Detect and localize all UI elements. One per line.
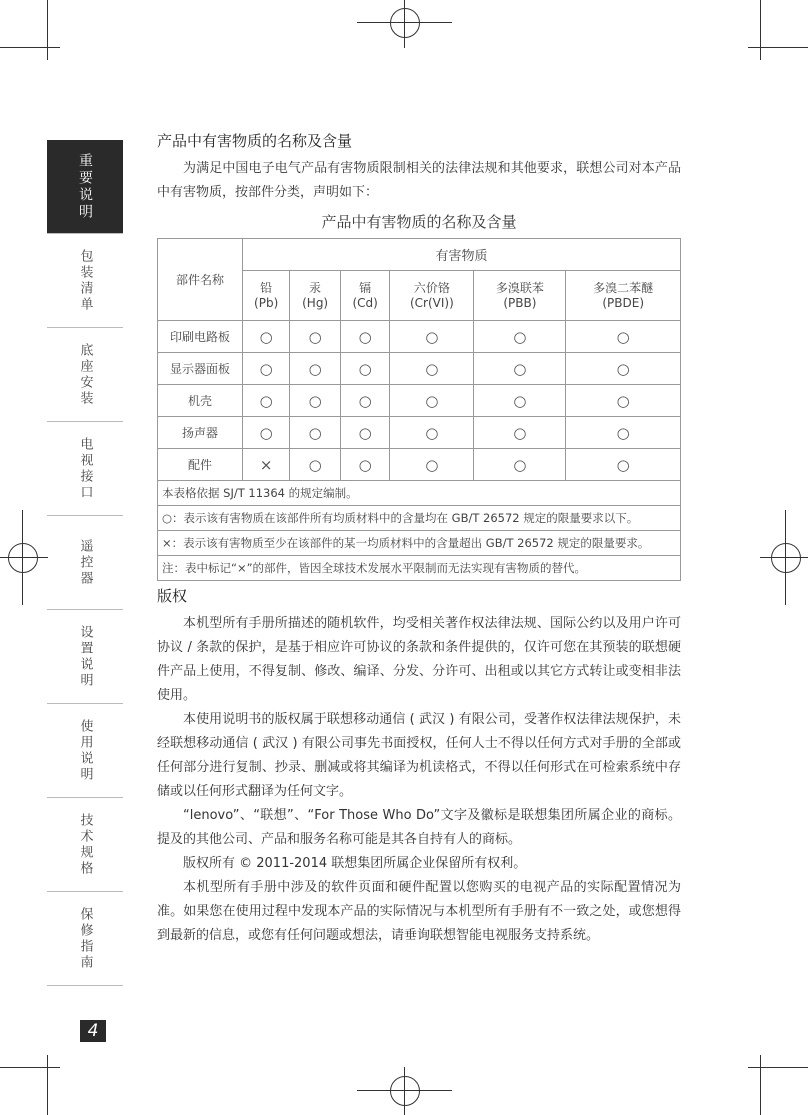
- sidebar-item-label: 电视接口: [77, 436, 93, 501]
- compliant-mark: ○: [243, 321, 290, 353]
- table-note: 本表格依据 SJ/T 11364 的规定编制。: [158, 481, 681, 506]
- copyright-paragraph: “lenovo”、“联想”、“For Those Who Do”文字及徽标是联想集团所属企业的商标。提及的其他公司、产品和服务名称可能是其各自持有人的商标。: [157, 808, 681, 847]
- sidebar-item-label: 包装清单: [77, 248, 93, 313]
- part-name-cell: 机壳: [158, 385, 243, 417]
- compliant-mark: ○: [290, 321, 341, 353]
- hazardous-substances-table: [157, 238, 681, 581]
- table-row: [158, 353, 681, 385]
- table-column-header: 铅 (Pb): [243, 271, 290, 321]
- part-name-cell: 显示器面板: [158, 353, 243, 385]
- sidebar-item-remote[interactable]: [47, 516, 123, 610]
- main-content: [157, 130, 681, 948]
- table-header-part: 部件名称: [158, 239, 243, 321]
- compliant-mark: ○: [340, 385, 389, 417]
- compliant-mark: ○: [290, 353, 341, 385]
- crop-mark: [0, 1067, 60, 1068]
- sidebar-item-packing-list[interactable]: [47, 234, 123, 328]
- table-column-header: 多溴二苯醚 (PBDE): [566, 271, 681, 321]
- compliant-mark: ○: [566, 353, 681, 385]
- part-name-cell: 扬声器: [158, 417, 243, 449]
- compliant-mark: ○: [474, 449, 566, 481]
- copyright-paragraph: 本使用说明书的版权属于联想移动通信 ( 武汉 ) 有限公司，受著作权法律法规保护，未经联想移动通信 ( 武汉 ) 有限公司事先书面授权，任何人士不得以任何方式对手册的全部或任何部分进行复制、抄录、删减或将其编译为机读格式，不得以任何形式在可检索系统中存储或以任何形式翻译为任何文字。: [157, 712, 681, 799]
- sidebar-item-setup[interactable]: [47, 610, 123, 704]
- compliant-mark: ○: [243, 417, 290, 449]
- copyright-paragraph: 本机型所有手册所描述的随机软件，均受相关著作权法律法规、国际公约以及用户许可协议 / 条款的保护，是基于相应许可协议的条款和条件提供的，仅许可您在其预装的联想硬件产品上使用，不得复制、修改、编译、分发、分许可、出租或以其它方式转让或变相非法使用。: [157, 616, 681, 703]
- compliant-mark: ○: [566, 385, 681, 417]
- table-title: 产品中有害物质的名称及含量: [321, 213, 517, 231]
- sidebar-item-warranty[interactable]: [47, 892, 123, 986]
- compliant-mark: ○: [474, 385, 566, 417]
- sidebar-item-label: 遥控器: [77, 538, 93, 587]
- chapter-sidebar: [47, 140, 123, 986]
- compliant-mark: ○: [390, 353, 474, 385]
- sidebar-item-stand-install[interactable]: [47, 328, 123, 422]
- sidebar-item-label: 重要说明: [77, 152, 93, 221]
- sidebar-item-label: 保修指南: [77, 906, 93, 971]
- table-note: 注：表中标记“×”的部件，皆因全球技术发展水平限制而无法实现有害物质的替代。: [158, 556, 681, 581]
- sidebar-item-label: 设置说明: [77, 624, 93, 689]
- crop-mark: [760, 0, 761, 60]
- table-column-header: 汞 (Hg): [290, 271, 341, 321]
- registration-circle: [771, 543, 801, 573]
- section-heading: 版权: [157, 587, 188, 605]
- table-row: [158, 417, 681, 449]
- compliant-mark: ○: [390, 417, 474, 449]
- table-row: [158, 321, 681, 353]
- crop-mark: [47, 1055, 48, 1115]
- compliant-mark: ○: [340, 321, 389, 353]
- table-column-header: 多溴联苯 (PBB): [474, 271, 566, 321]
- table-row: [158, 449, 681, 481]
- registration-circle: [390, 8, 420, 38]
- sidebar-item-usage[interactable]: [47, 704, 123, 798]
- part-name-cell: 配件: [158, 449, 243, 481]
- intro-paragraph: 为满足中国电子电气产品有害物质限制相关的法律法规和其他要求，联想公司对本产品中有害物质，按部件分类，声明如下：: [157, 161, 681, 200]
- part-name-cell: 印刷电路板: [158, 321, 243, 353]
- crop-mark: [0, 47, 60, 48]
- compliant-mark: ○: [474, 353, 566, 385]
- section-heading: 产品中有害物质的名称及含量: [157, 132, 353, 150]
- crop-mark: [748, 47, 808, 48]
- compliant-mark: ○: [390, 385, 474, 417]
- sidebar-item-specs[interactable]: [47, 798, 123, 892]
- compliant-mark: ○: [290, 385, 341, 417]
- registration-circle: [390, 1076, 420, 1106]
- exceeds-mark: ×: [243, 449, 290, 481]
- table-note: ○：表示该有害物质在该部件所有均质材料中的含量均在 GB/T 26572 规定的限量要求以下。: [158, 506, 681, 531]
- registration-circle: [8, 543, 38, 573]
- sidebar-item-label: 底座安装: [77, 342, 93, 407]
- compliant-mark: ○: [566, 417, 681, 449]
- compliant-mark: ○: [474, 417, 566, 449]
- compliant-mark: ○: [566, 321, 681, 353]
- copyright-paragraph: 版权所有 © 2011-2014 联想集团所属企业保留所有权利。: [183, 856, 527, 871]
- crop-mark: [760, 1055, 761, 1115]
- crop-mark: [748, 1067, 808, 1068]
- compliant-mark: ○: [290, 417, 341, 449]
- table-row: [158, 385, 681, 417]
- page-number: 4: [80, 1020, 106, 1042]
- sidebar-item-label: 使用说明: [77, 718, 93, 783]
- compliant-mark: ○: [390, 321, 474, 353]
- compliant-mark: ○: [290, 449, 341, 481]
- sidebar-item-important[interactable]: [47, 140, 123, 234]
- compliant-mark: ○: [243, 385, 290, 417]
- table-column-header: 六价铬 (Cr(VI)): [390, 271, 474, 321]
- table-note: ×：表示该有害物质至少在该部件的某一均质材料中的含量超出 GB/T 26572 规定的限量要求。: [158, 531, 681, 556]
- sidebar-item-label: 技术规格: [77, 812, 93, 877]
- compliant-mark: ○: [390, 449, 474, 481]
- compliant-mark: ○: [566, 449, 681, 481]
- compliant-mark: ○: [474, 321, 566, 353]
- compliant-mark: ○: [340, 417, 389, 449]
- compliant-mark: ○: [340, 353, 389, 385]
- table-column-header: 镉 (Cd): [340, 271, 389, 321]
- crop-mark: [47, 0, 48, 60]
- compliant-mark: ○: [243, 353, 290, 385]
- sidebar-item-tv-ports[interactable]: [47, 422, 123, 516]
- compliant-mark: ○: [340, 449, 389, 481]
- table-header-group: 有害物质: [243, 239, 681, 271]
- copyright-paragraph: 本机型所有手册中涉及的软件页面和硬件配置以您购买的电视产品的实际配置情况为准。如果您在使用过程中发现本产品的实际情况与本机型所有手册有不一致之处，或您想得到最新的信息，或您有任何问题或想法，请垂询联想智能电视服务支持系统。: [157, 880, 681, 943]
